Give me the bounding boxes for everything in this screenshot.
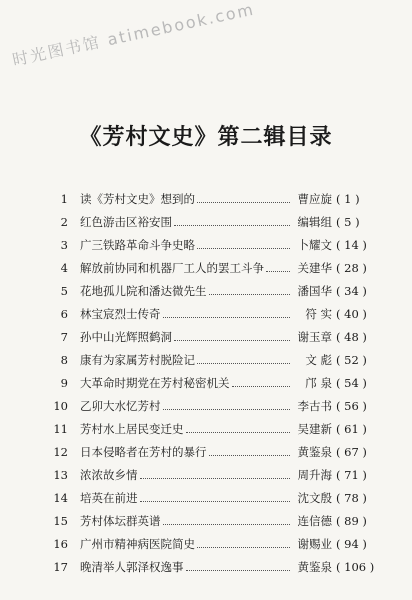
entry-author: 连信德: [297, 514, 332, 528]
dot-leader: [140, 501, 291, 502]
entry-number: 16: [53, 537, 68, 551]
entry-author: 吴建新: [297, 422, 332, 436]
dot-leader: [174, 225, 290, 226]
entry-page: ( 78 ): [336, 491, 367, 505]
entry-title: 康有为家属芳村脱险记: [80, 353, 195, 367]
entry-title: 孙中山光辉照鹤洞: [80, 330, 172, 344]
dot-leader: [197, 547, 290, 548]
watermark-text: 时光图书馆 atimebook.com: [10, 0, 257, 70]
entry-title: 解放前协同和机器厂工人的罢工斗争: [80, 261, 264, 275]
toc-entry: [40, 188, 380, 211]
toc-entry: [40, 349, 380, 372]
entry-title: 乙卯大水忆芳村: [80, 399, 161, 413]
dot-leader: [163, 524, 291, 525]
entry-author: 曹应旋: [297, 192, 332, 206]
entry-author: 关建华: [297, 261, 332, 275]
entry-author: 李古书: [297, 399, 332, 413]
entry-title: 读《芳村文史》想到的: [80, 192, 195, 206]
toc-entry: [40, 418, 380, 441]
entry-number: 2: [60, 215, 68, 229]
entry-number: 15: [53, 514, 68, 528]
toc-entry: [40, 510, 380, 533]
entry-author: 沈文殷: [297, 491, 332, 505]
page-title: 《芳村文史》第二辑目录: [79, 124, 333, 150]
dot-leader: [186, 570, 291, 571]
toc-entry: [40, 441, 380, 464]
entry-page: ( 71 ): [336, 468, 367, 482]
entry-page: ( 67 ): [336, 445, 367, 459]
entry-author: 邝 泉: [305, 376, 332, 390]
entry-title: 芳村水上居民变迁史: [80, 422, 184, 436]
entry-number: 4: [60, 261, 68, 275]
dot-leader: [266, 271, 290, 272]
toc-entry: [40, 280, 380, 303]
entry-author: 卜耀文: [297, 238, 332, 252]
entry-title: 晚清举人郭泽权逸事: [80, 560, 184, 574]
entry-page: ( 28 ): [336, 261, 367, 275]
entry-page: ( 48 ): [336, 330, 367, 344]
entry-number: 7: [60, 330, 68, 344]
entry-number: 9: [60, 376, 68, 390]
entry-page: ( 14 ): [336, 238, 367, 252]
dot-leader: [209, 294, 291, 295]
entry-title: 大革命时期党在芳村秘密机关: [80, 376, 230, 390]
entry-page: ( 89 ): [336, 514, 367, 528]
entry-number: 17: [53, 560, 68, 574]
entry-title: 日本侵略者在芳村的暴行: [80, 445, 207, 459]
entry-page: ( 52 ): [336, 353, 367, 367]
entry-number: 12: [53, 445, 68, 459]
toc-entry: [40, 257, 380, 280]
entry-page: ( 61 ): [336, 422, 367, 436]
watermark: [6, 0, 257, 70]
entry-title: 红色游击区裕安围: [80, 215, 172, 229]
entry-number: 11: [53, 422, 68, 436]
entry-author: 符 实: [305, 307, 332, 321]
table-of-contents: [40, 188, 380, 579]
entry-page: ( 40 ): [336, 307, 367, 321]
entry-author: 周升海: [297, 468, 332, 482]
entry-number: 13: [53, 468, 68, 482]
toc-entry: [40, 372, 380, 395]
entry-title: 芳村体坛群英谱: [80, 514, 161, 528]
dot-leader: [232, 386, 291, 387]
toc-entry: [40, 303, 380, 326]
entry-number: 3: [60, 238, 68, 252]
entry-page: ( 94 ): [336, 537, 367, 551]
entry-title: 培英在前进: [80, 491, 138, 505]
toc-entry: [40, 326, 380, 349]
entry-page: ( 34 ): [336, 284, 367, 298]
dot-leader: [140, 478, 291, 479]
entry-author: 黄鉴泉: [297, 560, 332, 574]
dot-leader: [209, 455, 291, 456]
entry-page: ( 106 ): [336, 560, 375, 574]
entry-author: 潘国华: [297, 284, 332, 298]
toc-entry: [40, 464, 380, 487]
entry-number: 10: [53, 399, 68, 413]
entry-number: 8: [60, 353, 68, 367]
entry-number: 1: [60, 192, 68, 206]
entry-author: 谢玉章: [297, 330, 332, 344]
entry-number: 6: [60, 307, 68, 321]
dot-leader: [197, 248, 290, 249]
entry-page: ( 5 ): [336, 215, 360, 229]
dot-leader: [163, 317, 291, 318]
entry-author: 文 彪: [305, 353, 332, 367]
entry-author: 黄鉴泉: [297, 445, 332, 459]
entry-author: 编辑组: [297, 215, 332, 229]
entry-page: ( 56 ): [336, 399, 367, 413]
toc-entry: [40, 556, 380, 579]
entry-number: 14: [53, 491, 68, 505]
toc-entry: [40, 533, 380, 556]
entry-author: 谢赐业: [297, 537, 332, 551]
entry-title: 花地孤儿院和潘达微先生: [80, 284, 207, 298]
toc-entry: [40, 487, 380, 510]
entry-number: 5: [60, 284, 68, 298]
entry-title: 浓浓故乡情: [80, 468, 138, 482]
dot-leader: [163, 409, 291, 410]
dot-leader: [186, 432, 291, 433]
toc-entry: [40, 234, 380, 257]
entry-page: ( 54 ): [336, 376, 367, 390]
entry-title: 林宝宸烈士传奇: [80, 307, 161, 321]
entry-page: ( 1 ): [336, 192, 360, 206]
toc-entry: [40, 211, 380, 234]
toc-entry: [40, 395, 380, 418]
entry-title: 广州市精神病医院简史: [80, 537, 195, 551]
dot-leader: [197, 202, 290, 203]
dot-leader: [174, 340, 290, 341]
entry-title: 广三铁路革命斗争史略: [80, 238, 195, 252]
dot-leader: [197, 363, 290, 364]
